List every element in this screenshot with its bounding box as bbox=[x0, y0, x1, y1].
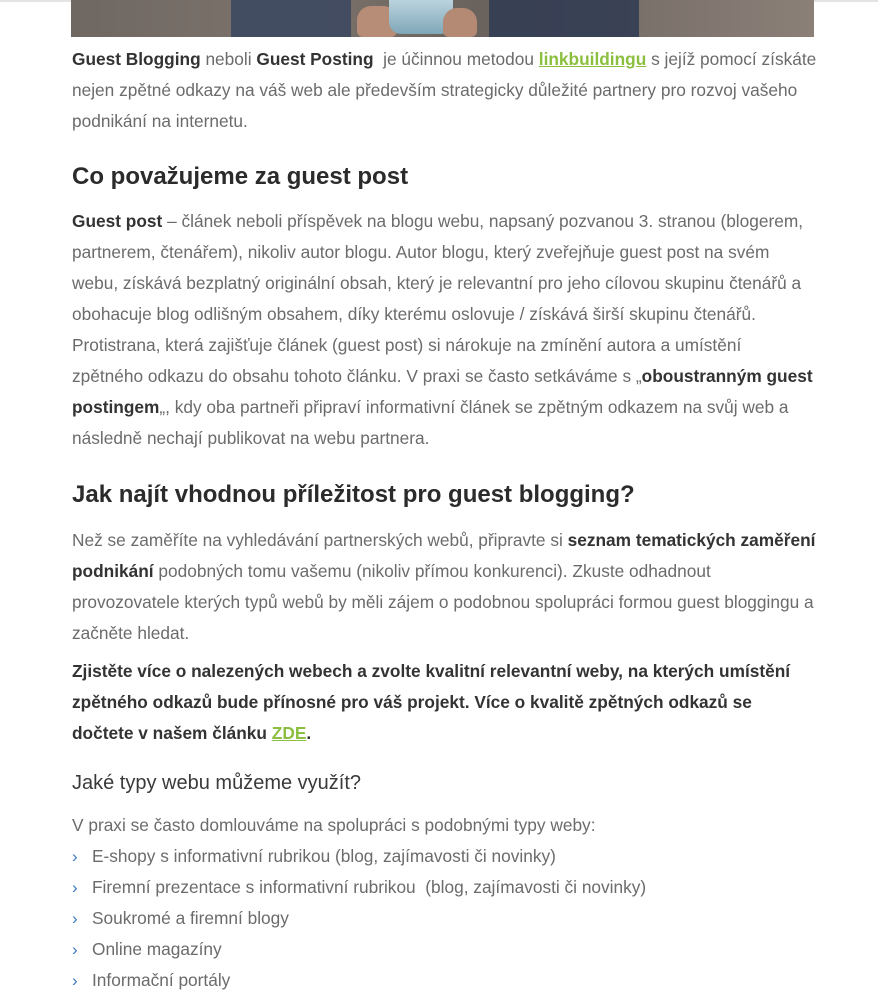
list-item-label: Online magazíny bbox=[92, 939, 222, 959]
list-item-label: E-shopy s informativní rubrikou (blog, zajímavosti či novinky) bbox=[92, 846, 556, 866]
paragraph-text: „, kdy oba partneři připraví informativní článek se zpětným odkazem na svůj web a následně nechají publikovat na webu partnera. bbox=[72, 397, 789, 448]
paragraph-text: . bbox=[306, 723, 312, 743]
hero-sleeve bbox=[489, 0, 639, 37]
paragraph-text: Zjistěte více o nalezených webech a zvolte kvalitní relevantní weby, na kterých umístění zpětného odkazů bude přínosné pro váš projekt. Více o kvalitě zpětných odkazů se dočtete v našem článku bbox=[72, 661, 791, 743]
hero-image bbox=[71, 0, 814, 37]
list-item bbox=[72, 841, 817, 872]
zde-link[interactable]: ZDE bbox=[271, 723, 307, 743]
web-types-lead: V praxi se často domlouváme na spolupráci s podobnými typy weby: bbox=[72, 815, 596, 835]
linkbuilding-link[interactable]: linkbuildingu bbox=[538, 49, 647, 69]
list-item-label: Informační portály bbox=[92, 970, 231, 990]
topics-list-term: seznam tematických zaměření podnikání bbox=[72, 530, 816, 581]
article-content bbox=[72, 44, 817, 996]
intro-term-guest-blogging: Guest Blogging bbox=[72, 49, 201, 69]
list-item bbox=[72, 934, 817, 965]
paragraph-text: Než se zaměříte na vyhledávání partnerských webů, připravte si bbox=[72, 530, 568, 550]
chevron-right-icon: › bbox=[72, 878, 78, 897]
chevron-right-icon: › bbox=[72, 909, 78, 928]
guest-post-paragraph bbox=[72, 206, 817, 454]
intro-text: neboli bbox=[200, 49, 257, 69]
find-opportunity-paragraph bbox=[72, 525, 817, 649]
mutual-guest-posting-term: oboustranným guest postingem bbox=[72, 366, 813, 417]
list-item bbox=[72, 903, 817, 934]
intro-term-guest-posting: Guest Posting bbox=[256, 49, 374, 69]
intro-text: je účinnou metodou bbox=[373, 49, 539, 69]
hero-hand bbox=[443, 8, 477, 37]
quality-paragraph bbox=[72, 656, 817, 749]
chevron-right-icon: › bbox=[72, 847, 78, 866]
guest-post-term: Guest post bbox=[72, 211, 163, 231]
web-types-list bbox=[72, 841, 817, 996]
chevron-right-icon: › bbox=[72, 940, 78, 959]
chevron-right-icon: › bbox=[72, 971, 78, 990]
list-item bbox=[72, 872, 817, 903]
paragraph-text: podobných tomu vašemu (nikoliv přímou konkurenci). Zkuste odhadnout provozovatele kterých typů webů by měli zájem o podobnou spolupráci formou guest bloggingu a začněte hledat. bbox=[72, 561, 814, 643]
section-heading-web-types: Jaké typy webu můžeme využít? bbox=[72, 772, 362, 794]
section-heading-guest-post: Co považujeme za guest post bbox=[72, 163, 409, 190]
list-item-label: Firemní prezentace s informativní rubrikou (blog, zajímavosti či novinky) bbox=[92, 877, 647, 897]
hero-sleeve bbox=[231, 0, 351, 37]
paragraph-text: – článek neboli příspěvek na blogu webu, napsaný pozvanou 3. stranou (blogerem, partnerem, čtenářem), nikoliv autor blogu. Autor blogu, který zveřejňuje guest post na svém webu, získává bezplatný originální obsah, který je relevantní pro jeho cílovou skupinu čtenářů a obohacuje blog odlišným obsahem, díky kterému oslovuje / získává širší skupinu čtenářů. Protistrana, která zajišťuje článek (guest post) si nárokuje na zmínění autora a umístění zpětného odkazu do obsahu tohoto článku. V praxi se často setkáváme s „ bbox=[72, 211, 804, 386]
intro-paragraph bbox=[72, 44, 817, 137]
intro-text: s jejíž pomocí získáte nejen zpětné odkazy na váš web ale především strategicky důležité partnery pro rozvoj vašeho podnikání na internetu. bbox=[72, 49, 817, 131]
list-item-label: Soukromé a firemní blogy bbox=[92, 908, 289, 928]
section-heading-find-opportunity: Jak najít vhodnou příležitost pro guest blogging? bbox=[72, 481, 635, 508]
list-item bbox=[72, 965, 817, 996]
